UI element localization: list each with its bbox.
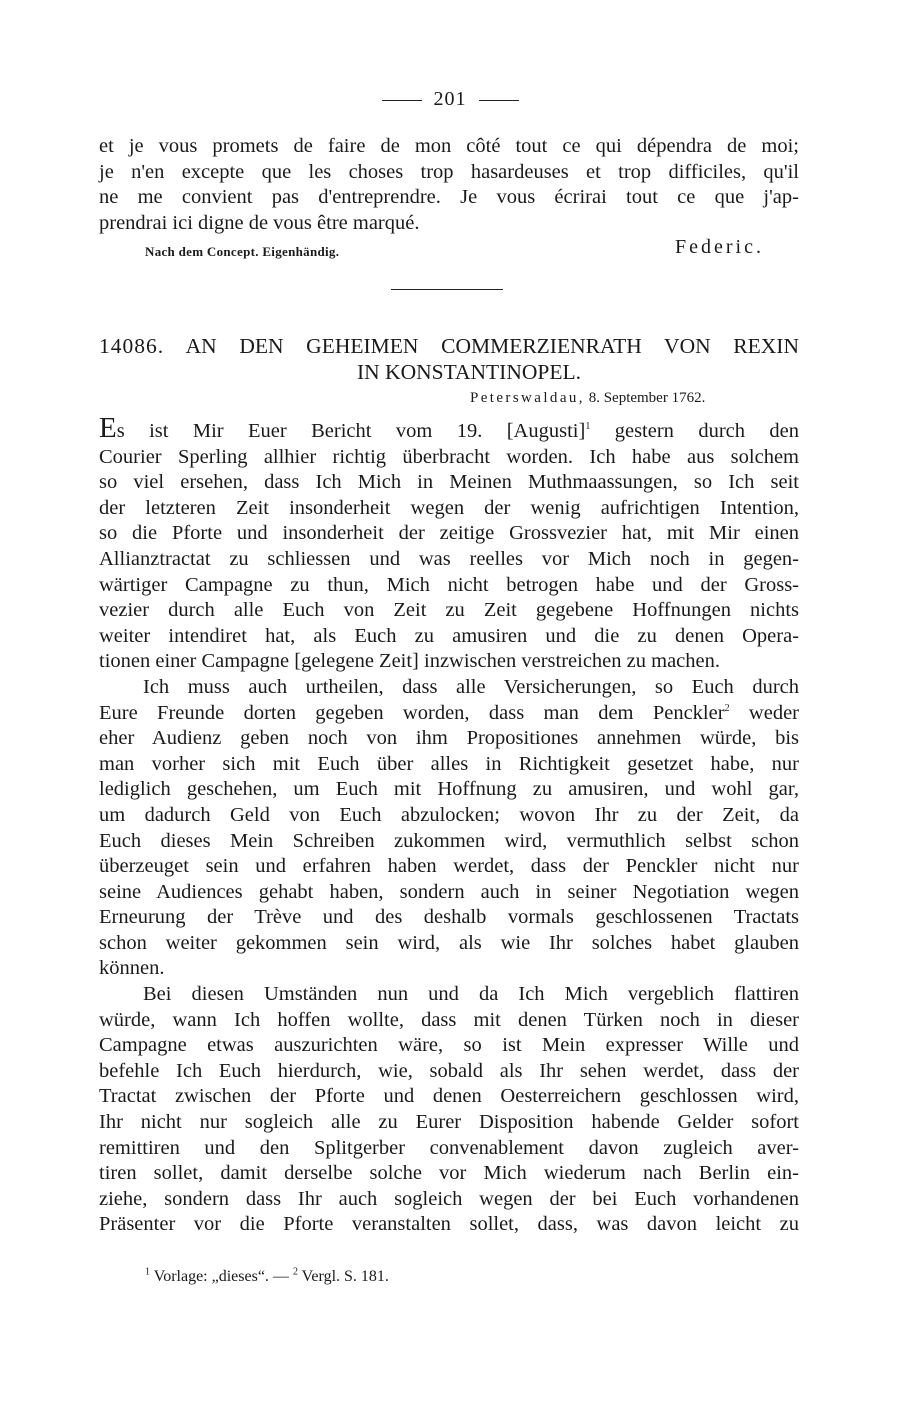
dateline-place: Peterswaldau, [470, 390, 585, 406]
footnote-mark: 1 [145, 1266, 150, 1278]
letter-title: AN DEN GEHEIMEN COMMERZIENRATH VON REXIN [185, 334, 799, 358]
text-line: Tractat zwischen der Pforte und denen Oesterreichern geschlossen wird, [99, 1085, 799, 1108]
text-line: schon weiter gekommen sein wird, als wie Ihr solches habet glauben [99, 931, 799, 954]
signature: Federic. [675, 236, 764, 258]
text-line: tiren sollet, damit derselbe solche vor Mich wiederum nach Berlin ein- [99, 1162, 799, 1185]
text-line: der letzteren Zeit insonderheit wegen der wenig aufrichtigen Intention, [99, 496, 799, 519]
text-line: wärtiger Campagne zu thun, Mich nicht betrogen habe und der Gross- [99, 573, 799, 596]
text-segment: weder [729, 701, 799, 724]
text-line: man vorher sich mit Euch über alles in Richtigkeit gesetzet habe, nur [99, 752, 799, 775]
text-line: Courier Sperling allhier richtig überbracht worden. Ich habe aus solchem [99, 445, 799, 468]
text-line: tionen einer Campagne [gelegene Zeit] inzwischen verstreichen zu machen. [99, 650, 720, 673]
letter-body [99, 412, 799, 1238]
footnote-ref: 1 [585, 421, 591, 433]
text-line: vezier durch alle Euch von Zeit zu Zeit gegebene Hoffnungen nichts [99, 599, 799, 622]
text-line: um dadurch Geld von Euch abzulocken; wovon Ihr zu der Zeit, da [99, 803, 799, 826]
text-line [99, 412, 799, 445]
text-line: remittiren und den Splitgerber convenablement davon zugleich aver- [99, 1136, 799, 1159]
text-line: befehle Ich Euch hierdurch, wie, sobald als Ihr sehen werdet, dass der [99, 1059, 799, 1082]
intro-paragraph [99, 134, 799, 236]
text-segment: Eure Freunde dorten gegeben worden, dass man dem Penckler [99, 701, 725, 724]
text-line: Erneurung der Trève und des deshalb vormals geschlossenen Tractats [99, 906, 799, 929]
footnote-ref: 2 [724, 702, 730, 714]
text-line: weiter intendiret hat, als Euch zu amusiren und die zu denen Opera- [99, 624, 799, 647]
footnote-text: Vergl. S. 181. [297, 1268, 389, 1285]
text-line: je n'en excepte que les choses trop hasardeuses et trop difficiles, qu'il [99, 160, 799, 183]
dateline [470, 390, 705, 407]
text-line [99, 701, 799, 727]
text-line: können. [99, 957, 165, 980]
text-line: seine Audiences gehabt haben, sondern auch in seiner Negotiation wegen [99, 880, 799, 903]
text-line: Campagne etwas auszurichten wäre, so ist Mein expresser Wille und [99, 1034, 799, 1057]
header-dash-left [382, 100, 422, 101]
footnote-mark: 2 [292, 1266, 298, 1278]
text-line: Bei diesen Umständen nun und da Ich Mich vergeblich flattiren [143, 983, 799, 1006]
letter-heading [99, 333, 799, 385]
letter-title-line1 [99, 333, 799, 359]
text-line: lediglich geschehen, um Euch mit Hoffnung zu amusiren, und wohl gar, [99, 778, 799, 801]
letter-title-line2: IN KONSTANTINOPEL. [356, 360, 581, 384]
text-line: ne me convient pas d'entreprendre. Je vous écrirai tout ce que j'ap- [99, 186, 799, 209]
text-line: Ich muss auch urtheilen, dass alle Versicherungen, so Euch durch [143, 675, 799, 698]
text-line: et je vous promets de faire de mon côté tout ce qui dépendra de moi; [99, 135, 799, 157]
text-line: prendrai ici digne de vous être marqué. [99, 211, 420, 234]
letter-number: 14086. [99, 334, 165, 358]
text-line: würde, wann Ich hoffen wollte, dass mit denen Türken noch in dieser [99, 1008, 799, 1031]
text-segment: s ist Mir Euer Bericht vom 19. [Augusti] [116, 420, 586, 442]
section-divider [391, 289, 503, 290]
text-line: so viel ersehen, dass Ich Mich in Meinen Muthmaassungen, so Ich seit [99, 471, 799, 494]
text-segment: gestern durch den [590, 420, 799, 442]
text-line: Allianztractat zu schliessen und was reelles vor Mich noch in gegen- [99, 547, 799, 570]
source-note: Nach dem Concept. Eigenhändig. [145, 244, 340, 259]
text-line: überzeuget sein und erfahren haben werdet, dass der Penckler nicht nur [99, 855, 799, 878]
page-header [0, 88, 900, 111]
text-line: ziehe, sondern dass Ihr auch sogleich wegen der bei Euch vorhandenen [99, 1187, 799, 1210]
footnote-text: Vorlage: „dieses“. — [150, 1268, 293, 1285]
drop-cap: E [99, 412, 117, 444]
header-dash-right [479, 100, 519, 101]
text-line: so die Pforte und insonderheit der zeitige Grossvezier hat, mit Mir einen [99, 522, 799, 545]
dateline-date: 8. September 1762. [588, 390, 706, 406]
footnotes [145, 1268, 389, 1286]
text-line: Ihr nicht nur sogleich alle zu Eurer Disposition habende Gelder sofort [99, 1111, 799, 1134]
text-line: Euch dieses Mein Schreiben zukommen wird, vermuthlich selbst schon [99, 829, 799, 852]
page-number: 201 [433, 88, 467, 110]
text-line: eher Audienz geben noch von ihm Propositiones annehmen würde, bis [99, 727, 799, 750]
text-line: Präsenter vor die Pforte veranstalten sollet, dass, was davon leicht zu [99, 1213, 799, 1236]
